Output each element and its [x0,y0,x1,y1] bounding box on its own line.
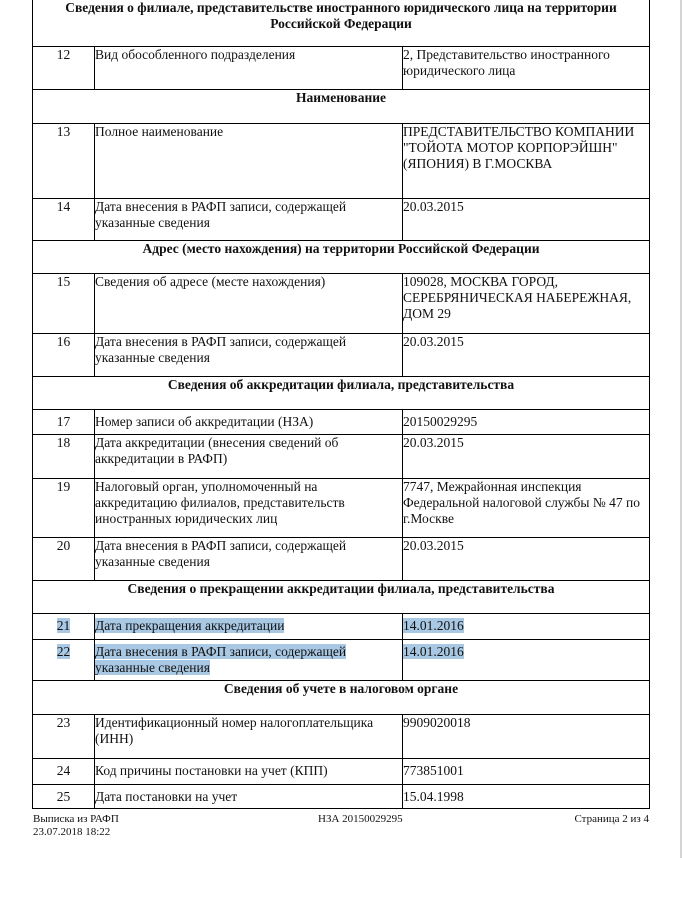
row-value: 109028, МОСКВА ГОРОД, СЕРЕБРЯНИЧЕСКАЯ НАБЕРЕЖНАЯ, ДОМ 29 [403,274,650,334]
table-row [33,479,650,538]
row-number: 25 [33,785,95,809]
row-number: 15 [33,274,95,334]
row-label: Номер записи об аккредитации (НЗА) [95,410,403,435]
row-number: 14 [33,199,95,241]
table-row-selected [33,614,650,640]
section-title: Сведения об учете в налоговом органе [33,681,650,715]
section-header-tax-registration [33,681,650,715]
row-label [95,640,403,681]
row-label: Дата внесения в РАФП записи, содержащей указанные сведения [95,538,403,581]
row-number: 16 [33,334,95,377]
row-value: 7747, Межрайонная инспекция Федеральной налоговой службы № 47 по г.Москве [403,479,650,538]
row-value: 15.04.1998 [403,785,650,809]
selected-text[interactable]: Дата внесения в РАФП записи, содержащей указанные сведения [95,644,347,675]
table-row [33,334,650,377]
row-value: 20.03.2015 [403,199,650,241]
row-label: Вид обособленного подразделения [95,47,403,90]
table-row [33,410,650,435]
row-label: Дата постановки на учет [95,785,403,809]
row-number [33,640,95,681]
row-label: Дата внесения в РАФП записи, содержащей указанные сведения [95,334,403,377]
table-row [33,124,650,199]
row-value: 2, Представительство иностранного юридического лица [403,47,650,90]
selected-text[interactable]: 14.01.2016 [403,618,464,633]
row-label: Полное наименование [95,124,403,199]
row-value: 20150029295 [403,410,650,435]
table-row [33,759,650,785]
row-value: 773851001 [403,759,650,785]
table-row [33,274,650,334]
selected-text[interactable]: 22 [56,644,71,659]
section-title: Сведения об аккредитации филиала, представительства [33,377,650,410]
row-label: Идентификационный номер налогоплательщика (ИНН) [95,715,403,759]
rafp-extract-table [32,0,650,809]
table-row [33,785,650,809]
footer-left [33,813,119,839]
table-row [33,435,650,479]
section-title: Наименование [33,90,650,124]
row-value: 20.03.2015 [403,538,650,581]
row-number [33,614,95,640]
row-value: 9909020018 [403,715,650,759]
section-header-branch-info [33,0,650,47]
row-value [403,640,650,681]
row-number: 13 [33,124,95,199]
row-value [403,614,650,640]
table-row [33,47,650,90]
row-label: Сведения об адресе (месте нахождения) [95,274,403,334]
section-header-accreditation-termination [33,581,650,614]
footer-record-number: НЗА 20150029295 [318,813,403,825]
footer-document-title: Выписка из РАФП [33,813,119,825]
footer-timestamp: 23.07.2018 18:22 [33,826,111,838]
row-label: Код причины постановки на учет (КПП) [95,759,403,785]
row-number: 12 [33,47,95,90]
table-row [33,199,650,241]
row-label: Налоговый орган, уполномоченный на аккредитацию филиалов, представительств иностранных юридических лиц [95,479,403,538]
row-value: 20.03.2015 [403,334,650,377]
row-value: 20.03.2015 [403,435,650,479]
row-number: 19 [33,479,95,538]
table-row [33,538,650,581]
row-value: ПРЕДСТАВИТЕЛЬСТВО КОМПАНИИ "ТОЙОТА МОТОР КОРПОРЭЙШН" (ЯПОНИЯ) В Г.МОСКВА [403,124,650,199]
selected-text[interactable]: Дата прекращения аккредитации [95,618,285,633]
section-title: Сведения о прекращении аккредитации филиала, представительства [33,581,650,614]
row-number: 18 [33,435,95,479]
selected-text[interactable]: 21 [56,618,71,633]
table-row-selected [33,640,650,681]
row-label: Дата внесения в РАФП записи, содержащей указанные сведения [95,199,403,241]
row-number: 20 [33,538,95,581]
section-title: Адрес (место нахождения) на территории Российской Федерации [33,241,650,274]
footer-page-number: Страница 2 из 4 [574,813,649,825]
row-number: 17 [33,410,95,435]
row-label [95,614,403,640]
section-header-name [33,90,650,124]
row-number: 24 [33,759,95,785]
section-header-accreditation [33,377,650,410]
table-row [33,715,650,759]
row-number: 23 [33,715,95,759]
row-label: Дата аккредитации (внесения сведений об аккредитации в РАФП) [95,435,403,479]
section-title: Сведения о филиале, представительстве иностранного юридического лица на территории Российской Федерации [33,0,650,47]
section-header-address [33,241,650,274]
selected-text[interactable]: 14.01.2016 [403,644,464,659]
